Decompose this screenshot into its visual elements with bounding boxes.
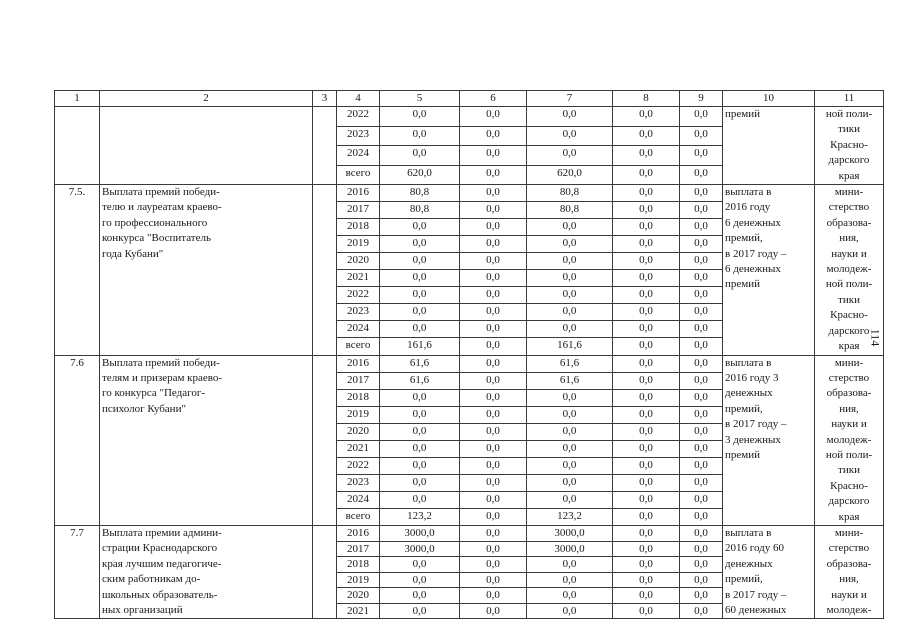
value-cell-6: 0,0 <box>460 389 527 406</box>
value-cell-7: 61,6 <box>527 372 613 389</box>
continuation-col3 <box>313 107 337 185</box>
header-row <box>55 91 884 107</box>
year-cell: 2022 <box>337 107 380 127</box>
item-1-executor: мини- стерство образова- ния, науки и молодеж- ной поли- тики Красно- дарского края <box>815 185 884 355</box>
item-2-result: выплата в 2016 году 3 денежных премий, в 2017 году – 3 денежных премий <box>723 355 815 525</box>
value-cell-5: 61,6 <box>380 372 460 389</box>
value-cell-8: 0,0 <box>613 406 680 423</box>
column-number-7: 7 <box>527 91 613 107</box>
item-2-name: Выплата премий победи- телям и призерам краево- го конкурса "Педагог- психолог Кубани" <box>100 355 313 525</box>
value-cell-8: 0,0 <box>613 457 680 474</box>
item-2-row <box>55 355 884 372</box>
value-cell-9: 0,0 <box>680 525 723 541</box>
value-cell-6: 0,0 <box>460 236 527 253</box>
value-cell-8: 0,0 <box>613 508 680 525</box>
value-cell-7: 0,0 <box>527 423 613 440</box>
year-cell: 2019 <box>337 572 380 588</box>
column-number-8: 8 <box>613 91 680 107</box>
value-cell-8: 0,0 <box>613 107 680 127</box>
value-cell-9: 0,0 <box>680 355 723 372</box>
value-cell-9: 0,0 <box>680 491 723 508</box>
year-cell: 2017 <box>337 202 380 219</box>
value-cell-5: 0,0 <box>380 253 460 270</box>
value-cell-8: 0,0 <box>613 165 680 185</box>
column-number-3: 3 <box>313 91 337 107</box>
value-cell-6: 0,0 <box>460 146 527 166</box>
value-cell-6: 0,0 <box>460 572 527 588</box>
value-cell-8: 0,0 <box>613 236 680 253</box>
value-cell-6: 0,0 <box>460 165 527 185</box>
year-cell: 2023 <box>337 126 380 146</box>
value-cell-5: 0,0 <box>380 423 460 440</box>
column-number-11: 11 <box>815 91 884 107</box>
year-cell: 2018 <box>337 219 380 236</box>
year-cell: 2024 <box>337 146 380 166</box>
value-cell-8: 0,0 <box>613 304 680 321</box>
value-cell-9: 0,0 <box>680 440 723 457</box>
value-cell-5: 620,0 <box>380 165 460 185</box>
value-cell-8: 0,0 <box>613 202 680 219</box>
value-cell-5: 0,0 <box>380 321 460 338</box>
value-cell-8: 0,0 <box>613 389 680 406</box>
value-cell-5: 0,0 <box>380 236 460 253</box>
page-number: 114 <box>868 328 883 347</box>
year-cell: 2024 <box>337 321 380 338</box>
item-1-col3 <box>313 185 337 355</box>
item-1-result: выплата в 2016 году 6 денежных премий, в 2017 году – 6 денежных премий <box>723 185 815 355</box>
item-2-col3 <box>313 355 337 525</box>
value-cell-7: 0,0 <box>527 253 613 270</box>
value-cell-6: 0,0 <box>460 202 527 219</box>
year-cell: 2019 <box>337 406 380 423</box>
value-cell-5: 161,6 <box>380 338 460 355</box>
value-cell-8: 0,0 <box>613 541 680 557</box>
value-cell-5: 0,0 <box>380 603 460 619</box>
column-number-9: 9 <box>680 91 723 107</box>
value-cell-8: 0,0 <box>613 338 680 355</box>
value-cell-6: 0,0 <box>460 508 527 525</box>
year-cell: 2019 <box>337 236 380 253</box>
value-cell-6: 0,0 <box>460 355 527 372</box>
item-2-executor: мини- стерство образова- ния, науки и молодеж- ной поли- тики Красно- дарского края <box>815 355 884 525</box>
value-cell-9: 0,0 <box>680 588 723 604</box>
value-cell-7: 0,0 <box>527 389 613 406</box>
year-cell: всего <box>337 338 380 355</box>
value-cell-5: 0,0 <box>380 457 460 474</box>
value-cell-7: 0,0 <box>527 406 613 423</box>
value-cell-8: 0,0 <box>613 474 680 491</box>
column-number-4: 4 <box>337 91 380 107</box>
value-cell-8: 0,0 <box>613 355 680 372</box>
value-cell-5: 61,6 <box>380 355 460 372</box>
value-cell-9: 0,0 <box>680 126 723 146</box>
value-cell-6: 0,0 <box>460 219 527 236</box>
year-cell: 2016 <box>337 185 380 202</box>
value-cell-7: 0,0 <box>527 457 613 474</box>
year-cell: 2016 <box>337 355 380 372</box>
value-cell-5: 0,0 <box>380 440 460 457</box>
column-number-10: 10 <box>723 91 815 107</box>
value-cell-8: 0,0 <box>613 146 680 166</box>
value-cell-9: 0,0 <box>680 202 723 219</box>
value-cell-6: 0,0 <box>460 557 527 573</box>
item-1-row <box>55 185 884 202</box>
value-cell-9: 0,0 <box>680 236 723 253</box>
value-cell-5: 0,0 <box>380 389 460 406</box>
value-cell-5: 80,8 <box>380 185 460 202</box>
value-cell-6: 0,0 <box>460 321 527 338</box>
value-cell-6: 0,0 <box>460 525 527 541</box>
value-cell-7: 0,0 <box>527 474 613 491</box>
value-cell-6: 0,0 <box>460 287 527 304</box>
column-number-6: 6 <box>460 91 527 107</box>
value-cell-5: 3000,0 <box>380 525 460 541</box>
value-cell-7: 0,0 <box>527 572 613 588</box>
continuation-executor: ной поли- тики Красно- дарского края <box>815 107 884 185</box>
item-3-col3 <box>313 525 337 618</box>
value-cell-5: 3000,0 <box>380 541 460 557</box>
value-cell-8: 0,0 <box>613 219 680 236</box>
value-cell-7: 0,0 <box>527 219 613 236</box>
value-cell-5: 123,2 <box>380 508 460 525</box>
value-cell-5: 80,8 <box>380 202 460 219</box>
year-cell: 2023 <box>337 304 380 321</box>
value-cell-9: 0,0 <box>680 338 723 355</box>
value-cell-5: 0,0 <box>380 287 460 304</box>
value-cell-7: 0,0 <box>527 588 613 604</box>
item-2-number: 7.6 <box>55 355 100 525</box>
value-cell-6: 0,0 <box>460 440 527 457</box>
value-cell-5: 0,0 <box>380 406 460 423</box>
value-cell-7: 0,0 <box>527 304 613 321</box>
value-cell-5: 0,0 <box>380 270 460 287</box>
value-cell-9: 0,0 <box>680 321 723 338</box>
column-number-5: 5 <box>380 91 460 107</box>
value-cell-6: 0,0 <box>460 474 527 491</box>
value-cell-7: 0,0 <box>527 270 613 287</box>
value-cell-6: 0,0 <box>460 457 527 474</box>
continuation-row <box>55 107 884 127</box>
value-cell-8: 0,0 <box>613 372 680 389</box>
value-cell-9: 0,0 <box>680 146 723 166</box>
value-cell-9: 0,0 <box>680 541 723 557</box>
year-cell: 2022 <box>337 287 380 304</box>
year-cell: 2021 <box>337 440 380 457</box>
value-cell-9: 0,0 <box>680 253 723 270</box>
value-cell-7: 80,8 <box>527 185 613 202</box>
value-cell-7: 0,0 <box>527 557 613 573</box>
column-number-1: 1 <box>55 91 100 107</box>
value-cell-9: 0,0 <box>680 270 723 287</box>
value-cell-9: 0,0 <box>680 107 723 127</box>
value-cell-9: 0,0 <box>680 406 723 423</box>
year-cell: 2018 <box>337 557 380 573</box>
value-cell-8: 0,0 <box>613 440 680 457</box>
value-cell-7: 3000,0 <box>527 541 613 557</box>
value-cell-8: 0,0 <box>613 270 680 287</box>
value-cell-6: 0,0 <box>460 304 527 321</box>
value-cell-7: 620,0 <box>527 165 613 185</box>
value-cell-8: 0,0 <box>613 253 680 270</box>
value-cell-7: 0,0 <box>527 107 613 127</box>
year-cell: 2016 <box>337 525 380 541</box>
value-cell-7: 0,0 <box>527 236 613 253</box>
year-cell: 2020 <box>337 253 380 270</box>
value-cell-5: 0,0 <box>380 557 460 573</box>
value-cell-9: 0,0 <box>680 603 723 619</box>
value-cell-7: 123,2 <box>527 508 613 525</box>
continuation-number <box>55 107 100 185</box>
item-3-result: выплата в 2016 году 60 денежных премий, в 2017 году – 60 денежных <box>723 525 815 618</box>
value-cell-7: 0,0 <box>527 146 613 166</box>
value-cell-9: 0,0 <box>680 557 723 573</box>
value-cell-9: 0,0 <box>680 423 723 440</box>
value-cell-6: 0,0 <box>460 253 527 270</box>
value-cell-5: 0,0 <box>380 491 460 508</box>
value-cell-6: 0,0 <box>460 372 527 389</box>
value-cell-9: 0,0 <box>680 572 723 588</box>
value-cell-8: 0,0 <box>613 525 680 541</box>
value-cell-9: 0,0 <box>680 304 723 321</box>
value-cell-6: 0,0 <box>460 423 527 440</box>
value-cell-6: 0,0 <box>460 126 527 146</box>
year-cell: 2018 <box>337 389 380 406</box>
value-cell-6: 0,0 <box>460 406 527 423</box>
value-cell-8: 0,0 <box>613 491 680 508</box>
value-cell-9: 0,0 <box>680 165 723 185</box>
item-1-number: 7.5. <box>55 185 100 355</box>
year-cell: всего <box>337 508 380 525</box>
value-cell-9: 0,0 <box>680 185 723 202</box>
value-cell-9: 0,0 <box>680 389 723 406</box>
item-3-name: Выплата премии админи- страции Краснодарского края лучшим педагогиче- ским работникам до- школьных образователь- ных организаций <box>100 525 313 618</box>
value-cell-5: 0,0 <box>380 304 460 321</box>
value-cell-6: 0,0 <box>460 541 527 557</box>
item-3-executor: мини- стерство образова- ния, науки и молодеж- <box>815 525 884 618</box>
value-cell-5: 0,0 <box>380 126 460 146</box>
value-cell-7: 80,8 <box>527 202 613 219</box>
value-cell-7: 3000,0 <box>527 525 613 541</box>
value-cell-7: 0,0 <box>527 321 613 338</box>
value-cell-8: 0,0 <box>613 287 680 304</box>
value-cell-9: 0,0 <box>680 287 723 304</box>
value-cell-7: 0,0 <box>527 440 613 457</box>
value-cell-5: 0,0 <box>380 572 460 588</box>
year-cell: 2021 <box>337 603 380 619</box>
value-cell-8: 0,0 <box>613 321 680 338</box>
value-cell-9: 0,0 <box>680 219 723 236</box>
year-cell: 2024 <box>337 491 380 508</box>
value-cell-5: 0,0 <box>380 219 460 236</box>
year-cell: 2022 <box>337 457 380 474</box>
value-cell-9: 0,0 <box>680 508 723 525</box>
value-cell-8: 0,0 <box>613 126 680 146</box>
value-cell-6: 0,0 <box>460 491 527 508</box>
year-cell: 2023 <box>337 474 380 491</box>
value-cell-7: 0,0 <box>527 603 613 619</box>
value-cell-9: 0,0 <box>680 372 723 389</box>
year-cell: 2020 <box>337 588 380 604</box>
value-cell-7: 0,0 <box>527 126 613 146</box>
year-cell: всего <box>337 165 380 185</box>
year-cell: 2020 <box>337 423 380 440</box>
value-cell-8: 0,0 <box>613 557 680 573</box>
continuation-name <box>100 107 313 185</box>
value-cell-9: 0,0 <box>680 457 723 474</box>
value-cell-9: 0,0 <box>680 474 723 491</box>
item-3-row <box>55 525 884 541</box>
value-cell-6: 0,0 <box>460 107 527 127</box>
column-number-2: 2 <box>100 91 313 107</box>
value-cell-8: 0,0 <box>613 185 680 202</box>
value-cell-5: 0,0 <box>380 146 460 166</box>
value-cell-6: 0,0 <box>460 185 527 202</box>
value-cell-6: 0,0 <box>460 338 527 355</box>
value-cell-8: 0,0 <box>613 423 680 440</box>
value-cell-6: 0,0 <box>460 270 527 287</box>
continuation-result: премий <box>723 107 815 185</box>
year-cell: 2017 <box>337 541 380 557</box>
value-cell-7: 61,6 <box>527 355 613 372</box>
budget-table <box>54 90 884 619</box>
value-cell-7: 161,6 <box>527 338 613 355</box>
value-cell-8: 0,0 <box>613 588 680 604</box>
value-cell-5: 0,0 <box>380 588 460 604</box>
value-cell-7: 0,0 <box>527 491 613 508</box>
value-cell-6: 0,0 <box>460 603 527 619</box>
value-cell-7: 0,0 <box>527 287 613 304</box>
year-cell: 2021 <box>337 270 380 287</box>
value-cell-6: 0,0 <box>460 588 527 604</box>
year-cell: 2017 <box>337 372 380 389</box>
item-3-number: 7.7 <box>55 525 100 618</box>
value-cell-8: 0,0 <box>613 572 680 588</box>
value-cell-8: 0,0 <box>613 603 680 619</box>
item-1-name: Выплата премий победи- телю и лауреатам краево- го профессионального конкурса "Воспитатель года Кубани" <box>100 185 313 355</box>
value-cell-5: 0,0 <box>380 107 460 127</box>
value-cell-5: 0,0 <box>380 474 460 491</box>
